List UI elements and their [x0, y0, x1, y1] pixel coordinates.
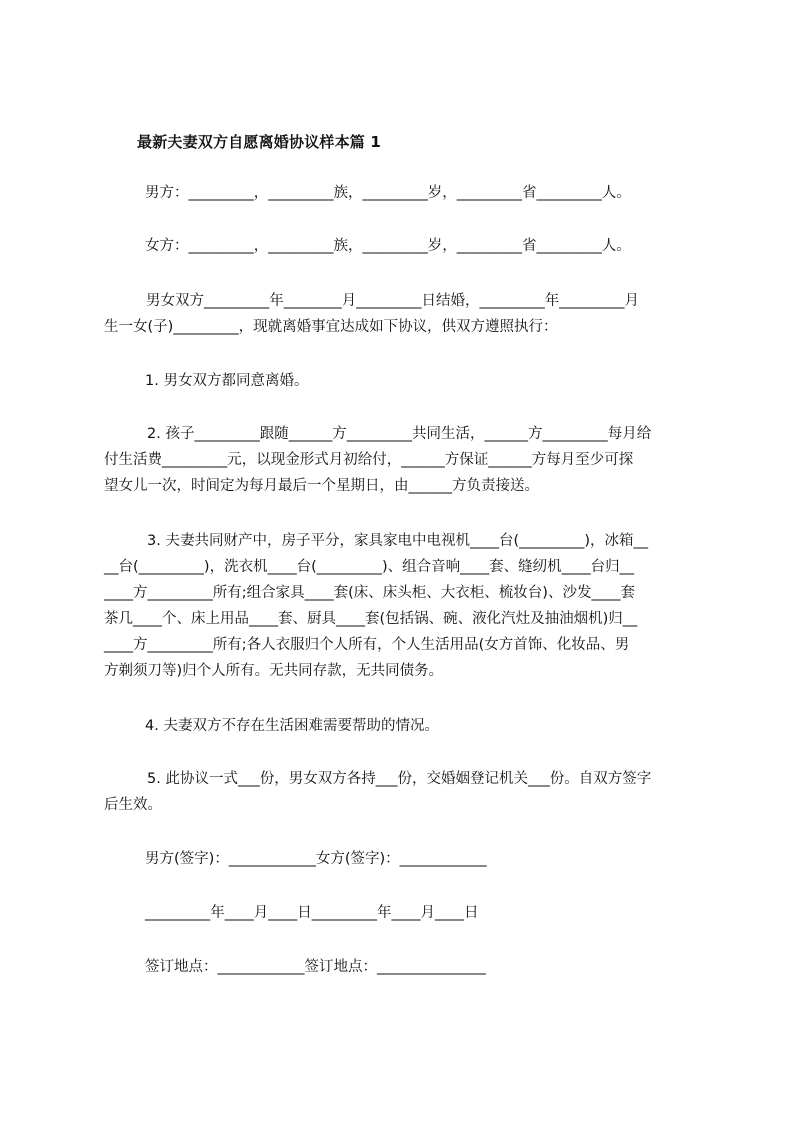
intro-line: 男女双方_________年________月_________日结婚，_________年_________月 — [146, 293, 639, 309]
clause-3-line: 3. 夫妻共同财产中，房子平分，家具家电中电视机____台(_________)，冰箱__ — [147, 533, 649, 549]
clause-5 — [104, 766, 700, 818]
clause-3-line: ____方_________所有;组合家具____套(床、床头柜、大衣柜、梳妆台)、沙发____套 — [104, 585, 635, 601]
clause-3-line: __台(_________)，洗衣机____台(_________)、组合音响____套、缝纫机____台归__ — [104, 559, 635, 575]
clause-5-line: 后生效。 — [104, 797, 162, 813]
clause-4: 4. 夫妻双方不存在生活困难需要帮助的情况。 — [145, 718, 439, 734]
signature-line: 男方(签字)：____________女方(签字)：____________ — [145, 851, 487, 867]
clause-3 — [104, 528, 700, 684]
woman-info-line: 女方：_________，_________族，_________岁，_________省_________人。 — [145, 238, 631, 254]
clause-3-line: 方剃须刀等)归个人所有。无共同存款，无共同债务。 — [104, 663, 444, 679]
clause-2-line: 望女儿一次，时间定为每月最后一个星期日，由______方负责接送。 — [104, 478, 539, 494]
intro-line: 生一女(子)_________，现就离婚事宜达成如下协议，供双方遵照执行： — [104, 319, 558, 335]
clause-3-line: ____方_________所有;各人衣服归个人所有，个人生活用品(女方首饰、化妆品、男 — [104, 637, 630, 653]
document-title: 最新夫妻双方自愿离婚协议样本篇 1 — [137, 133, 382, 151]
clause-2 — [104, 421, 700, 499]
intro-paragraph — [104, 288, 700, 340]
clause-5-line: 5. 此协议一式___份，男女双方各持___份，交婚姻登记机关___份。自双方签字 — [147, 771, 652, 787]
clause-1: 1. 男女双方都同意离婚。 — [145, 373, 309, 389]
date-line: _________年____月____日_________年____月____日 — [145, 905, 479, 921]
clause-2-line: 付生活费_________元，以现金形式月初给付，______方保证______方每月至少可探 — [104, 452, 634, 468]
clause-2-line: 2. 孩子_________跟随______方_________共同生活，______方_________每月给 — [147, 426, 652, 442]
man-info-line: 男方：_________，_________族，_________岁，_________省_________人。 — [145, 185, 631, 201]
place-line: 签订地点：____________签订地点：_______________ — [145, 959, 486, 975]
clause-3-line: 茶几____个、床上用品____套、厨具____套(包括锅、碗、液化汽灶及抽油烟机)归__ — [104, 611, 638, 627]
